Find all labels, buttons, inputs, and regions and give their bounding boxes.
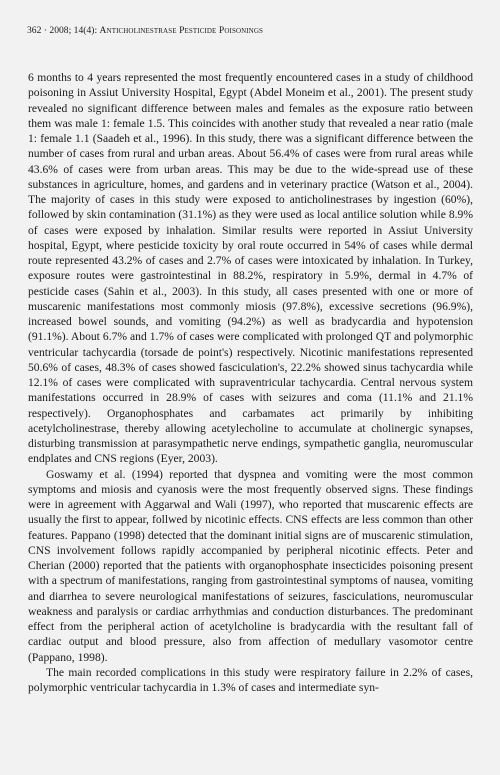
paragraph-continued: 6 months to 4 years represented the most frequently encountered cases in a study of childhood poisoning in Assiut University Hospital, Egypt (Abdel Moneim et al., 2001). The present study revealed no significant difference between males and females as the exposure ratio between them was male 1: female 1.5. This coincides with another study that revealed a near ratio (male 1: female 1.1 (Saadeh et al., 1996). In this study, there was a significant difference between the number of cases from rural and urban areas. About 56.4% of cases were from rural areas while 43.6% of cases were from urban areas. This may be due to the wide-spread use of these substances in agriculture, homes, and gardens and in veterinary practice (Watson et al., 2004). The majority of cases in this study were exposed to anticholinestrases by ingestion (60%), followed by skin contamination (31.1%) as they were used as local antilice solution while 8.9% of cases were exposed by inhalation. Similar results were reported in Assiut University hospital, Egypt, where pesticide toxicity by oral route occurred in 54% of cases while dermal route represented 43.2% of cases and 2.7% of cases were intoxicated by inhalation. In Turkey, exposure routes were gastrointestinal in 88.2%, respiratory in 5.9%, dermal in 4.7% of pesticide cases (Sahin et al., 2003). In this study, all cases presented with one or more of muscarenic manifestations most commonly miosis (97.8%), excessive secretions (96.9%), increased bowel sounds, and vomiting (94.2%) as well as bradycardia and hypotension (91.1%). About 6.7% and 1.7% of cases were complicated with prolonged QT and polymorphic ventricular tachycardia (torsade de point's) respectively. Nicotinic manifestations represented 50.6% of cases, 48.3% of cases showed fasciculation's, 22.2% showed sinus tachycardia while 12.1% of cases were complicated with supraventricular tachycardia. Central nervous system manifestations occurred in 28.9% of cases with seizures and coma (11.1% and 21.1% respectively). Organophosphates and carbamates act primarily by inhibiting acetylcholinestrase, thereby allowing acetylecholine to accumulate at cholinergic synapses, disturbing transmission at parasympathetic nerve endings, sympathetic ganglia, neuromuscular endplates and CNS regions (Eyer, 2003). [28, 71, 473, 466]
journal-citation: 2008; 14(4): [49, 25, 98, 36]
page-number: 362 [27, 25, 42, 36]
running-title: Anticholinestrase Pesticide Poisonings [99, 25, 263, 36]
paragraph-complications: The main recorded complications in this study were respiratory failure in 2.2% of cases, polymorphic ventricular tachycardia in 1.3% of cases and intermediate syn- [28, 665, 473, 694]
running-header [27, 25, 474, 37]
article-body [28, 70, 473, 695]
paragraph-goswamy: Goswamy et al. (1994) reported that dyspnea and vomiting were the most common symptoms and miosis and cyanosis were the most frequently observed signs. These findings were in agreement with Aggarwal and Wali (1997), who reported that muscarenic effects are usually the first to appear, follwed by nicotinic effects. CNS effects are less common than other features. Pappano (1998) detected that the dominant initial signs are of muscarenic stimulation, CNS involvement follows rapidly accompanied by peripheral nicotinic effects. Peter and Cherian (2000) reported that the patients with organophosphate insecticides poisoning present with a spectrum of manifestations, ranging from gastrointestinal symptoms of nausea, vomiting and diarrhea to severe neurological manifestations of seizures, fasciculations, neuromuscular weakness and paralysis or cardiac arrhythmias and conduction disturbances. The predominant effect from the peripheral action of acetylcholine is bradycardia with the resultant fall of cardiac output and blood pressure, also from affection of medullary vasomotor centre (Pappano, 1998). [28, 467, 473, 664]
header-separator: · [43, 25, 47, 36]
